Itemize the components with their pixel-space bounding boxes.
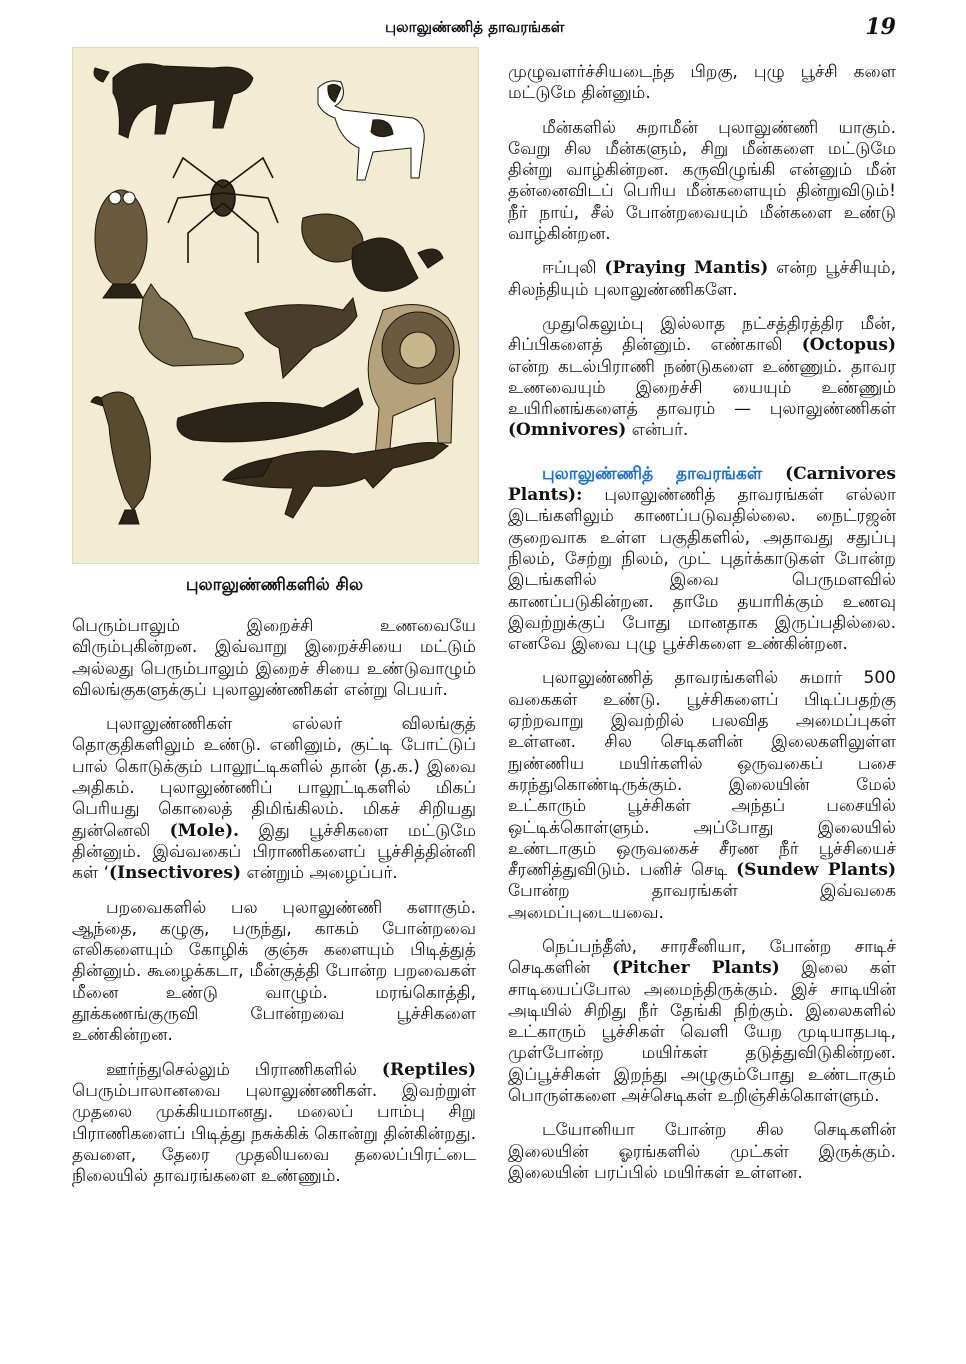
cat-drawing (139, 284, 243, 366)
lion-drawing (368, 305, 459, 458)
left-column (72, 616, 476, 1200)
eagle-drawing (91, 392, 151, 524)
paragraph: நெப்பந்தீஸ், சாரசீனியா, போன்ற சாடிச் செடிகளின் (Pitcher Plants) இலை கள் சாடியைப்போல அமைந்திருக்கும். இச் சாடியின் அடியில் சிறிது நீர் தேங்கி நிற்கும். இலைகளில் உட்காரும் பூச்சிகள் வெளி யேற முடியாதபடி, முள்போன்ற மயிர்கள் தடுத்துவிடுகின்றன. இப்பூச்சிகள் இறந்து அழுகும்போது உண்டாகும் பொருள்களை அச்செடிகள் உறிஞ்சிக்கொள்ளும். (508, 936, 896, 1107)
paragraph: முதுகெலும்பு இல்லாத நட்சத்திரத்திர மீன், சிப்பிகளைத் தின்னும். எண்காலி (Octopus) என்ற கடல்பிராணி நண்டுகளை உண்ணும். தாவர உணவையும் இறைச்சி யையும் உண்ணும் உயிரினங்களைத் தாவரம் — புலாலுண்ணிகள் (Omnivores) என்பர். (508, 313, 896, 441)
section-heading: புலாலுண்ணித் தாவரங்கள் (542, 463, 763, 484)
paragraph: புலாலுண்ணிகள் எல்லர் விலங்குத் தொகுதிகளிலும் உண்டு. எனினும், குட்டி போட்டுப் பால் கொடுக்கும் பாலூட்டிகளில் தான் (த.க.) இவை அதிகம். புலாலுண்ணிப் பாலூட்டிகளில் மிகப் பெரியது கொலைத் திமிங்கிலம். மிகச் சிறியது துன்னெலி (Mole). இது பூச்சிகளை மட்டுமே தின்னும். இவ்வகைப் பிராணிகளைப் பூச்சித்தின்னி கள் ‘(Insectivores) என்றும் அழைப்பர். (72, 714, 476, 884)
shark-drawing (245, 298, 357, 378)
paragraph: மீன்களில் சுறாமீன் புலாலுண்ணி யாகும். வேறு சில மீன்களும், சிறு மீன்களை மட்டுமே தின்று வாழ்கின்றன. கருவிழுங்கி என்னும் மீன் தன்னைவிடப் பெரிய மீன்களையும் தின்றுவிடும்! நீர் நாய், சீல் போன்றவையும் மீன்களை உண்டு வாழ்கின்றன. (508, 117, 896, 245)
paragraph: முழுவளர்ச்சியடைந்த பிறகு, புழு பூச்சி களை மட்டுமே தின்னும். (508, 62, 896, 104)
spider-drawing (168, 158, 278, 263)
owl-drawing (95, 190, 147, 298)
whale-drawing (177, 388, 363, 442)
page-number: 19 (865, 14, 896, 40)
dog-drawing (318, 81, 424, 180)
paragraph: புலாலுண்ணித் தாவரங்களில் சுமார் 500 வகைகள் உண்டு. பூச்சிகளைப் பிடிப்பதற்கு ஏற்றவாறு இவற்றில் பலவித அமைப்புகள் உள்ளன. சில செடிகளின் இலைகளிலுள்ள நுண்ணிய மயிர்களில் ஒருவகைப் பசை சுரந்துகொண்டிருக்கும். இலையின் மேல் உட்காரும் பூச்சிகள் அந்தப் பசையில் ஒட்டிக்கொள்ளும். அப்போது இலையில் உண்டாகும் ஒருவகைச் சீரண நீர் பூச்சியைச் சீரணித்துவிடும். பனிச் செடி (Sundew Plants) போன்ற தாவரங்கள் இவ்வகை அமைப்புடையவை. (508, 668, 896, 923)
tiger-drawing (94, 64, 253, 138)
paragraph: ஈப்புலி (Praying Mantis) என்ற பூச்சியும், சிலந்தியும் புலாலுண்ணிகளே. (508, 258, 896, 300)
carnivores-illustration (72, 47, 479, 564)
figure-caption: புலாலுண்ணிகளில் சில (185, 575, 364, 595)
page-header (0, 14, 966, 48)
snake-tortoise-drawing (302, 214, 443, 291)
crocodile-drawing (223, 442, 448, 518)
paragraph: பெரும்பாலும் இறைச்சி உணவையே விரும்புகின்றன. இவ்வாறு இறைச்சியை மட்டும் அல்லது பெரும்பாலும் இறைச் சியை உண்டுவாழும் விலங்குகளுக்குப் புலாலுண்ணிகள் என்று பெயர். (72, 616, 476, 700)
running-title: புலாலுண்ணித் தாவரங்கள் (385, 18, 565, 36)
paragraph: பறவைகளில் பல புலாலுண்ணி களாகும். ஆந்தை, கழுகு, பருந்து, காகம் போன்றவை எலிகளையும் கோழிக் குஞ்சு களையும் பிடித்துத் தின்னும். கூழைக்கடா, மீன்குத்தி போன்ற பறவைகள் மீனை உண்டு வாழும். மரங்கொத்தி, தூக்கணங்குருவி போன்றவை பூச்சிகளை உண்கின்றன. (72, 897, 476, 1046)
section-paragraph: புலாலுண்ணித் தாவரங்கள் (Carnivores Plants): புலாலுண்ணித் தாவரங்கள் எல்லா இடங்களிலும் காணப்படுவதில்லை. நைட்ரஜன் குறைவாக உள்ள பகுதிகளில், அதாவது சதுப்பு நிலம், சேற்று நிலம், முட் புதர்க்காடுகள் போன்ற இடங்களில் இவை பெருமளவில் காணப்படுகின்றன. தாமே தயாரிக்கும் உணவு இவற்றுக்குப் போது மானதாக இருப்பதில்லை. எனவே இவை புழு பூச்சிகளை உண்கின்றன. (508, 463, 896, 655)
right-column (508, 62, 896, 1197)
paragraph: டயோனியா போன்ற சில செடிகளின் இலையின் ஓரங்களில் முட்கள் இருக்கும். இலையின் பரப்பில் மயிர்கள் உள்ளன. (508, 1120, 896, 1183)
paragraph: ஊர்ந்துசெல்லும் பிராணிகளில் (Reptiles) பெரும்பாலானவை புலாலுண்ணிகள். இவற்றுள் முதலை முக்கியமானது. மலைப் பாம்பு சிறு பிராணிகளைப் பிடித்து நசுக்கிக் கொன்று தின்கின்றது. தவளை, தேரை முதலியவை தலைப்பிரட்டை நிலையில் தாவரங்களை உண்ணும். (72, 1059, 476, 1187)
